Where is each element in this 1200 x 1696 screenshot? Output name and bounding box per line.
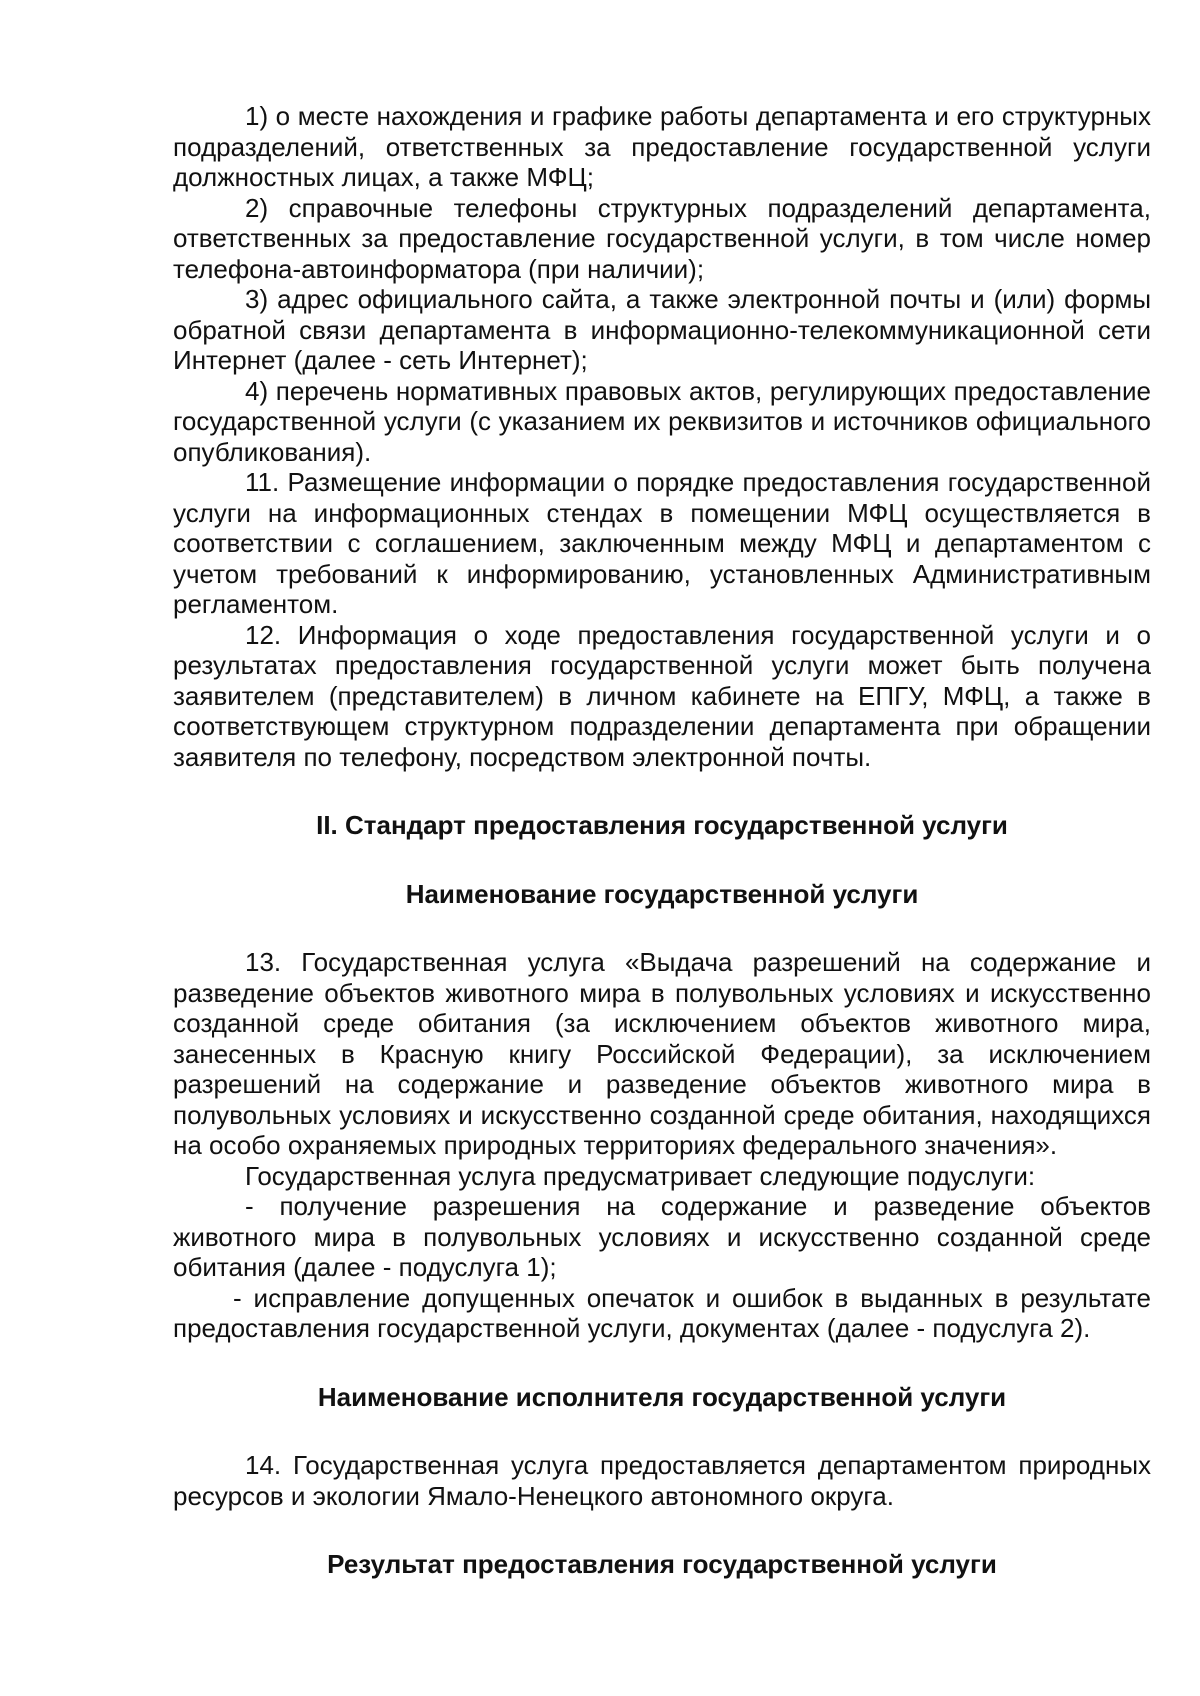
paragraph-11: 11. Размещение информации о порядке предоставления государственной услуги на информационных стендах в помещении МФЦ осуществляется в соответствии с соглашением, заключенным между МФЦ и департаментом с учетом требований к информированию, установленных Административным регламентом. (173, 467, 1151, 619)
paragraph-subservice-1: - получение разрешения на содержание и разведение объектов животного мира в полувольных условиях и искусственно созданной среде обитания (далее - подуслуга 1); (173, 1191, 1151, 1282)
subheading-result: Результат предоставления государственной услуги (327, 1549, 997, 1579)
paragraph-subservices-intro: Государственная услуга предусматривает следующие подуслуги: (245, 1160, 1036, 1191)
paragraph-13: 13. Государственная услуга «Выдача разрешений на содержание и разведение объектов животного мира в полувольных условиях и искусственно созданной среде обитания (за исключением объектов животного мира, занесенных в Красную книгу Российской Федерации), за исключением разрешений на содержание и разведение объектов животного мира в полувольных условиях и искусственно созданной среде обитания, находящихся на особо охраняемых природных территориях федерального значения». (173, 947, 1151, 1160)
document-body (173, 101, 1151, 1580)
paragraph-info-legal-acts: 4) перечень нормативных правовых актов, регулирующих предоставление государственной услуги (с указанием их реквизитов и источников официального опубликования). (173, 375, 1151, 467)
paragraph-14: 14. Государственная услуга предоставляется департаментом природных ресурсов и экологии Ямало-Ненецкого автономного округа. (173, 1450, 1151, 1511)
paragraph-subservice-2: - исправление допущенных опечаток и ошибок в выданных в результате предоставления государственной услуги, документах (далее - подуслуга 2). (173, 1282, 1151, 1343)
subheading-service-name: Наименование государственной услуги (405, 878, 919, 909)
paragraph-info-website: 3) адрес официального сайта, а также электронной почты и (или) формы обратной связи департамента в информационно-телекоммуникационной сети Интернет (далее - сеть Интернет); (173, 284, 1151, 375)
section-heading: II. Стандарт предоставления государственной услуги (316, 810, 1008, 840)
paragraph-12: 12. Информация о ходе предоставления государственной услуги и о результатах предоставления государственной услуги может быть получена заявителем (представителем) в личном кабинете на ЕПГУ, МФЦ, а также в соответствующем структурном подразделении департамента при обращении заявителя по телефону, посредством электронной почты. (173, 619, 1151, 772)
paragraph-info-phones: 2) справочные телефоны структурных подразделений департамента, ответственных за предоставление государственной услуги, в том числе номер телефона-автоинформатора (при наличии); (173, 192, 1151, 284)
paragraph-info-location: 1) о месте нахождения и графике работы департамента и его структурных подразделений, ответственных за предоставление государственной услуги должностных лицах, а также МФЦ; (173, 101, 1151, 192)
subheading-executor: Наименование исполнителя государственной услуги (317, 1381, 1007, 1412)
